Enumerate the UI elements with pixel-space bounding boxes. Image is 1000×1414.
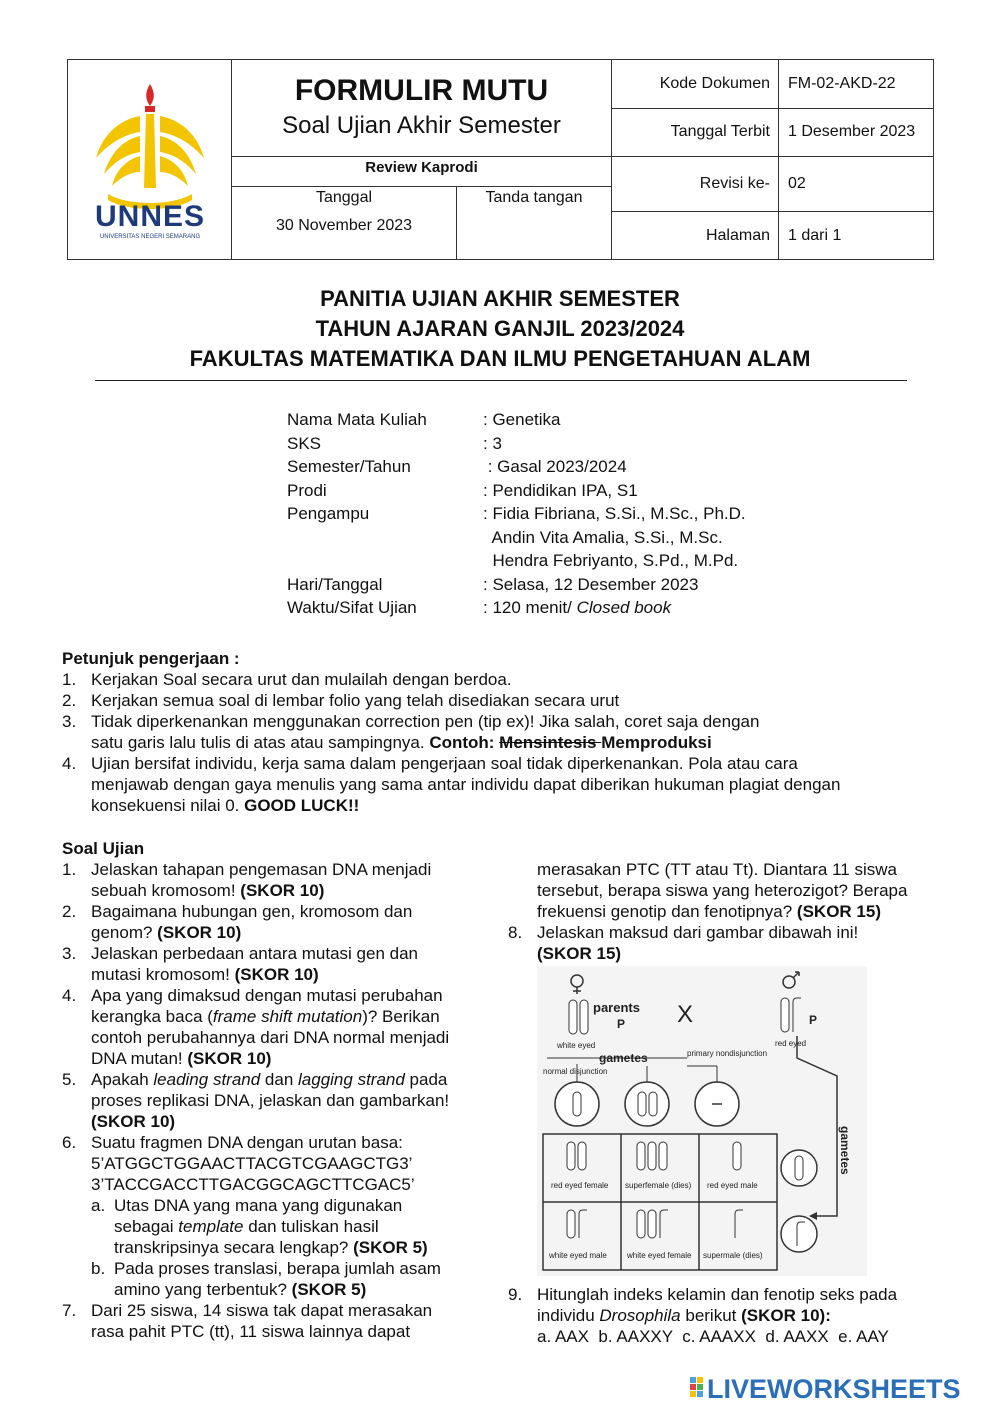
question-9 bbox=[508, 1284, 948, 1347]
male-symbol-icon bbox=[783, 972, 799, 988]
document-header-table bbox=[67, 59, 934, 260]
question-7-continued: merasakan PTC (TT atau Tt). Diantara 11 siswa tersebut, berapa siswa yang heterozigot? Berapa frekuensi genotip dan fenotipnya? (SKOR 15) bbox=[537, 860, 908, 921]
nondisjunction-diagram bbox=[537, 966, 867, 1276]
p1-label: P bbox=[617, 1017, 626, 1031]
meta-label-kode: Kode Dokumen bbox=[659, 75, 770, 92]
info-row: Hari/Tanggal : Selasa, 12 Desember 2023 bbox=[287, 574, 699, 594]
red-eyed-label: red eyed bbox=[775, 1039, 807, 1048]
normal-disjunction-label: normal disjunction bbox=[543, 1067, 608, 1076]
instruction-item: 2. Kerjakan semua soal di lembar folio yang telah disediakan secara urut bbox=[62, 691, 620, 710]
question-1: 1. Jelaskan tahapan pengemasan DNA menjadi sebuah kromosom! (SKOR 10) bbox=[62, 860, 432, 900]
liveworksheets-text: LIVEWORKSHEETS bbox=[707, 1374, 961, 1404]
tanggal-label: Tanggal bbox=[315, 189, 373, 206]
cross-symbol: X bbox=[677, 1001, 694, 1028]
instructions-title: Petunjuk pengerjaan : bbox=[62, 649, 240, 668]
info-row: Waktu/Sifat Ujian : 120 menit/ Closed book bbox=[287, 598, 672, 617]
question-8: 8. Jelaskan maksud dari gambar dibawah ini! (SKOR 15) bbox=[508, 923, 859, 963]
meta-value-revisi: 02 bbox=[788, 175, 806, 192]
meta-value-halaman: 1 dari 1 bbox=[788, 227, 842, 244]
meta-label-tanggal-terbit: Tanggal Terbit bbox=[670, 123, 770, 140]
instruction-item: 1. Kerjakan Soal secara urut dan mulailah dengan berdoa. bbox=[62, 670, 512, 689]
question-9-text: 9. Hitunglah indeks kelamin dan fenotip seks pada individu Drosophila berikut (SKOR 10): a. AAX b. AAXXY c. AAAXX d. AAXX e. AAY bbox=[508, 1285, 898, 1346]
side-gametes-label: gametes bbox=[838, 1126, 852, 1175]
questions-left-column bbox=[62, 859, 492, 1342]
primary-nondisjunction-label: primary nondisjunction bbox=[687, 1049, 768, 1058]
soal-title: Soal Ujian bbox=[62, 839, 145, 858]
info-row: Pengampu : Fidia Fibriana, S.Si., M.Sc., Ph.D. bbox=[287, 504, 746, 523]
nondisjunction-figure bbox=[537, 966, 867, 1276]
white-eyed-label: white eyed bbox=[557, 1041, 596, 1050]
liveworksheets-logo-icon bbox=[690, 1377, 704, 1403]
cell-label: supermale (dies) bbox=[703, 1251, 763, 1260]
p2-label: P bbox=[809, 1013, 818, 1027]
cell-label: superfemale (dies) bbox=[625, 1181, 692, 1190]
course-info bbox=[287, 408, 887, 620]
meta-label-halaman: Halaman bbox=[705, 227, 770, 244]
info-row: Hendra Febriyanto, S.Pd., M.Pd. bbox=[483, 551, 739, 570]
info-row: Semester/Tahun : Gasal 2023/2024 bbox=[287, 457, 627, 476]
question-6a: a. Utas DNA yang mana yang digunakan sebagai template dan tuliskan hasil transkripsinya secara lengkap? (SKOR 5) bbox=[91, 1196, 428, 1257]
heading-line-1: PANITIA UJIAN AKHIR SEMESTER bbox=[320, 286, 680, 311]
question-6b: b. Pada proses translasi, berapa jumlah asam amino yang terbentuk? (SKOR 5) bbox=[91, 1259, 441, 1299]
question-7: 7. Dari 25 siswa, 14 siswa tak dapat merasakan rasa pahit PTC (tt), 11 siswa lainnya dapat bbox=[62, 1301, 433, 1341]
logo-subtext: UNIVERSITAS NEGERI SEMARANG bbox=[99, 234, 201, 240]
meta-label-revisi: Revisi ke- bbox=[699, 175, 770, 192]
info-row: Nama Mata Kuliah : Genetika bbox=[287, 410, 561, 429]
form-subtitle: Soal Ujian Akhir Semester bbox=[282, 112, 561, 139]
info-row: SKS : 3 bbox=[287, 433, 502, 453]
questions-right-column bbox=[508, 859, 948, 964]
meta-value-tanggal-terbit: 1 Desember 2023 bbox=[788, 123, 916, 140]
university-logo bbox=[88, 76, 212, 246]
meta-value-kode: FM-02-AKD-22 bbox=[788, 75, 896, 92]
liveworksheets-brand[interactable] bbox=[690, 1374, 990, 1408]
question-3: 3. Jelaskan perbedaan antara mutasi gen dan mutasi kromosom! (SKOR 10) bbox=[62, 944, 419, 984]
female-symbol-icon bbox=[571, 975, 583, 994]
review-label: Review Kaprodi bbox=[365, 159, 478, 176]
gametes-label: gametes bbox=[599, 1051, 648, 1065]
info-row: Andin Vita Amalia, S.Si., M.Sc. bbox=[483, 527, 723, 547]
tanggal-value: 30 November 2023 bbox=[275, 217, 413, 234]
form-title: FORMULIR MUTU bbox=[294, 74, 549, 107]
heading-divider bbox=[95, 380, 907, 381]
question-6: 6. Suatu fragmen DNA dengan urutan basa: 5’ATGGCTGGAACTTACGTCGAAGCTG3’ 3’TACCGACCTTGACGGCAGCTTCGAC5’ a. Utas DNA yang mana yang digunakan sebagai template dan tuliskan hasil transkripsinya secara lengkap? (SKOR 5) b. Pada proses translasi, berapa jumlah asam amino yang terbentuk? (SKOR 5) bbox=[62, 1132, 492, 1300]
info-row: Prodi : Pendidikan IPA, S1 bbox=[287, 480, 638, 500]
instruction-item: 4. Ujian bersifat individu, kerja sama dalam pengerjaan soal tidak diperkenankan. Pola atau cara menjawab dengan gaya menulis yang sama antar individu dapat diberikan hukuman plagiat dengan konsekuensi nilai 0. GOOD LUCK!! bbox=[62, 754, 841, 815]
parents-label: parents bbox=[593, 1000, 640, 1015]
question-2: 2. Bagaimana hubungan gen, kromosom dan genom? (SKOR 10) bbox=[62, 902, 413, 942]
instructions-list bbox=[62, 669, 942, 816]
question-4: 4. Apa yang dimaksud dengan mutasi perubahan kerangka baca (frame shift mutation)? Berikan contoh perubahannya dari DNA normal menjadi DNA mutan! (SKOR 10) bbox=[62, 986, 450, 1068]
instruction-item: 3. Tidak diperkenankan menggunakan correction pen (tip ex)! Jika salah, coret saja dengan satu garis lalu tulis di atas atau sampingnya. Contoh: Mensintesis Memproduksi bbox=[62, 712, 760, 752]
tanda-tangan-label: Tanda tangan bbox=[485, 189, 583, 206]
cell-label: red eyed female bbox=[551, 1181, 609, 1190]
heading-line-2: TAHUN AJARAN GANJIL 2023/2024 bbox=[315, 316, 685, 341]
heading-line-3: FAKULTAS MATEMATIKA DAN ILMU PENGETAHUAN ALAM bbox=[189, 346, 811, 371]
question-5: 5. Apakah leading strand dan lagging strand pada proses replikasi DNA, jelaskan dan gambarkan! (SKOR 10) bbox=[62, 1070, 450, 1131]
cell-label: red eyed male bbox=[707, 1181, 758, 1190]
cell-label: white eyed male bbox=[549, 1251, 607, 1260]
cell-label: white eyed female bbox=[627, 1251, 692, 1260]
logo-text: UNNES bbox=[94, 200, 205, 233]
